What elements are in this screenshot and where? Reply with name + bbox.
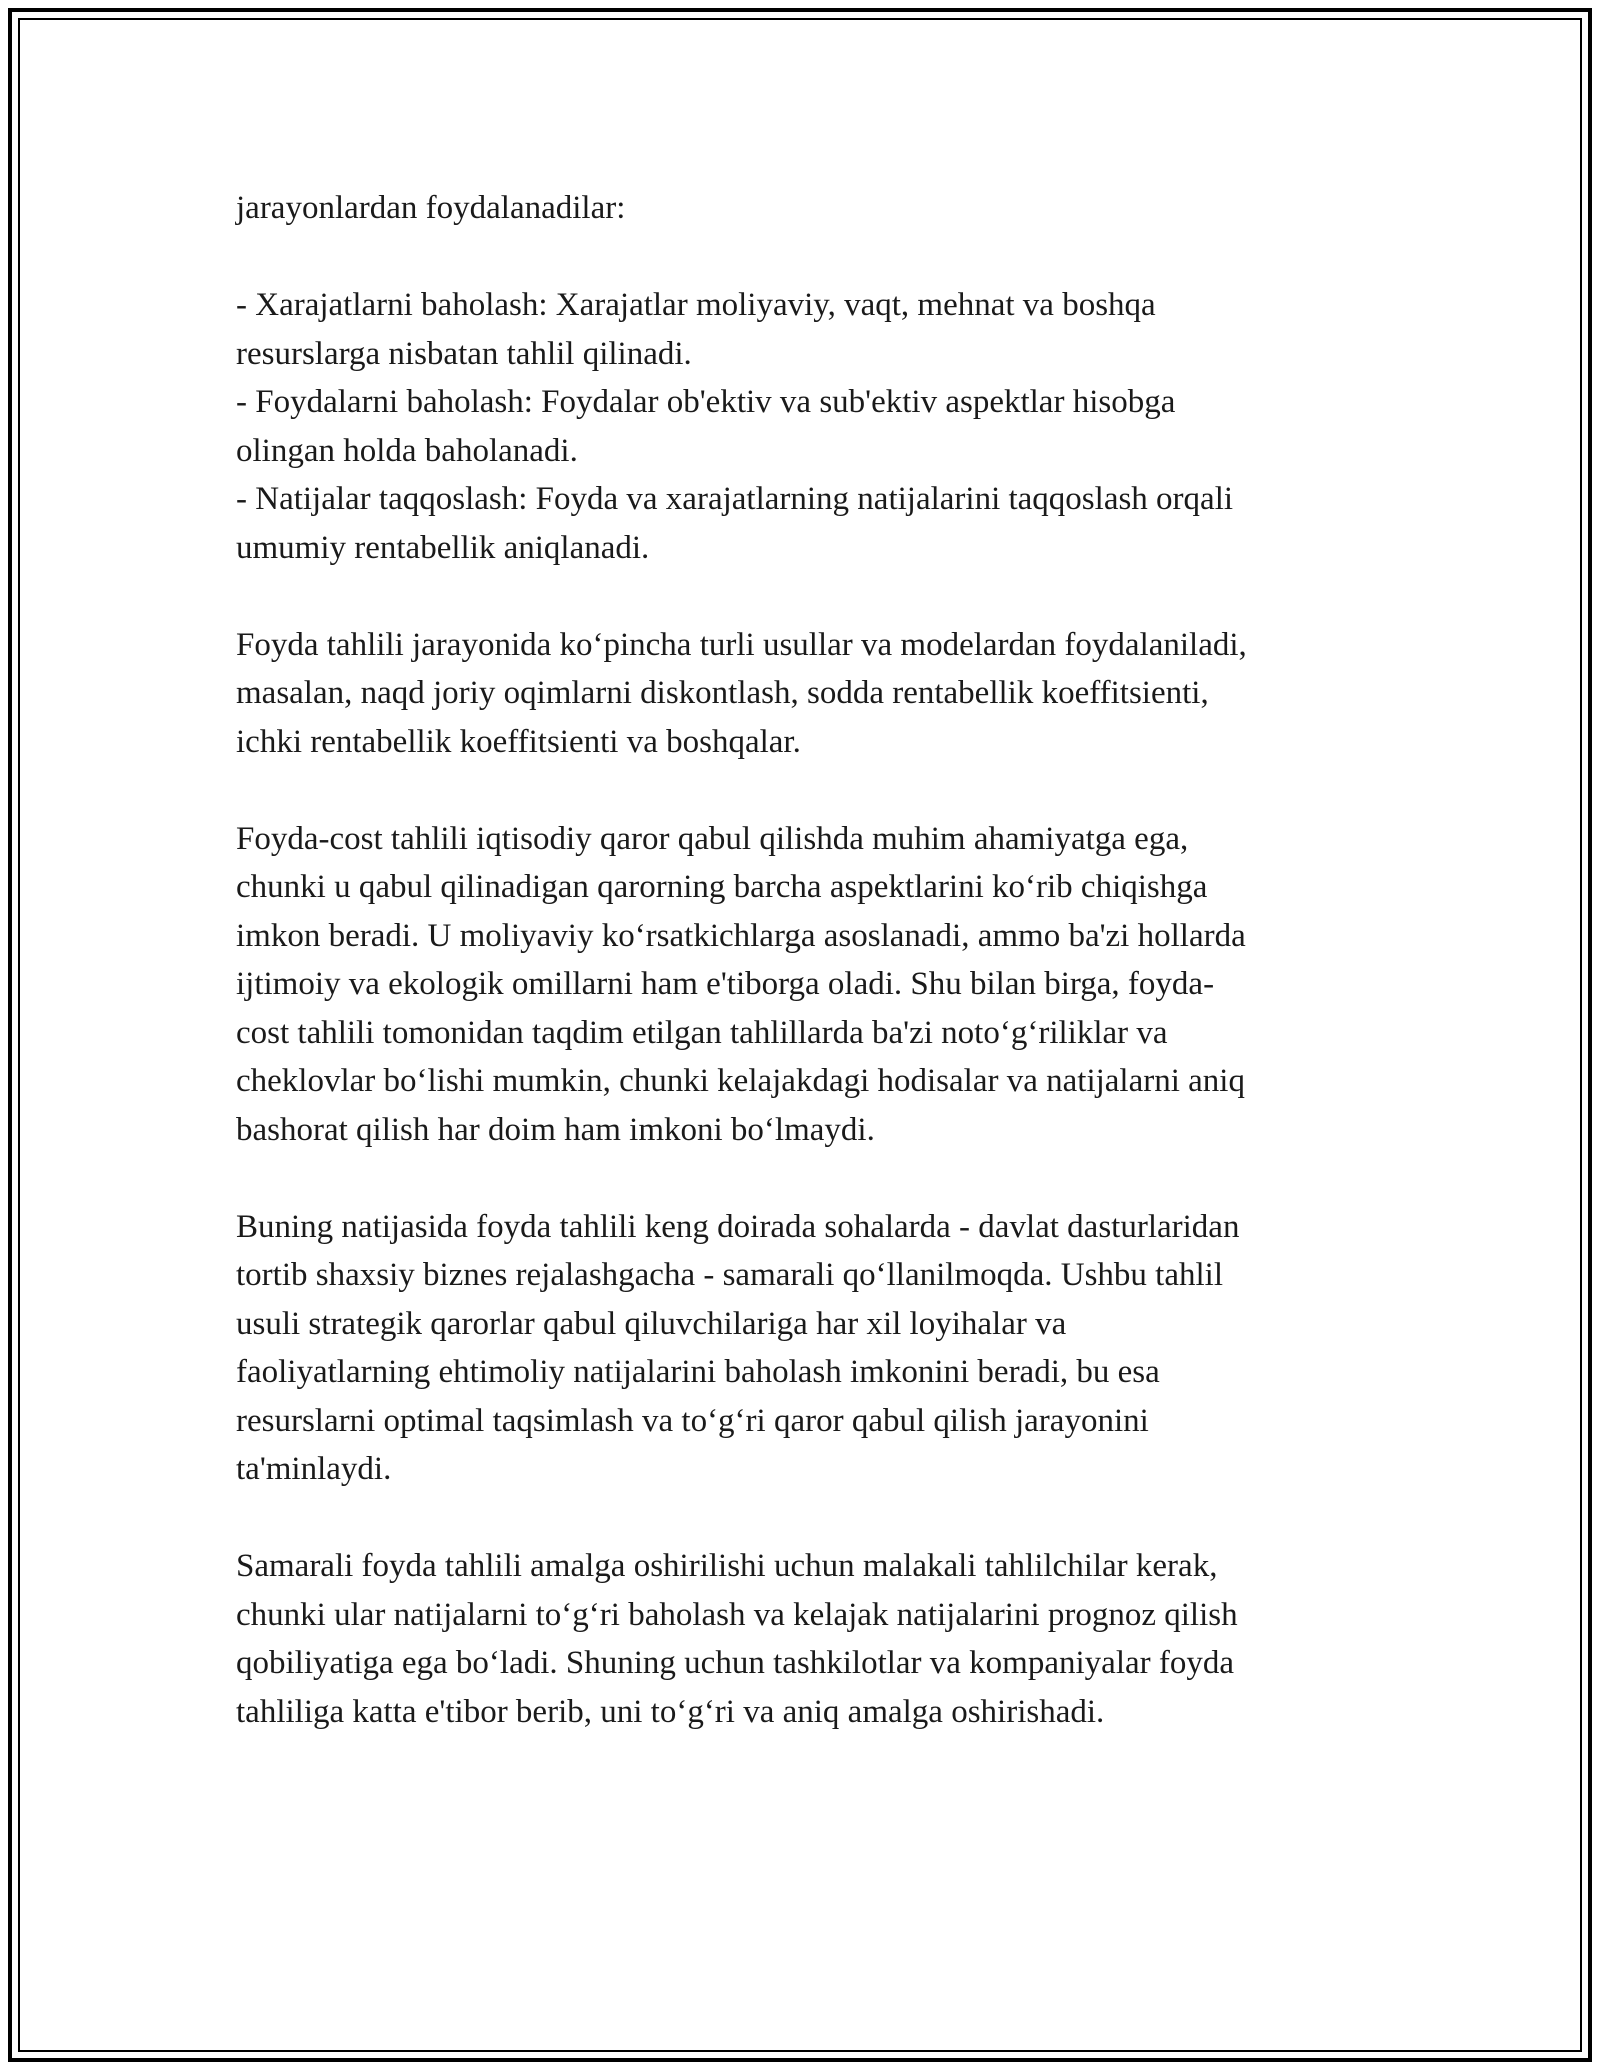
paragraph-intro: jarayonlardan foydalanadilar: [236, 190, 626, 226]
document-body [236, 184, 1376, 1736]
paragraph-methods: Foyda tahlili jarayonida ko‘pincha turli usullar va modelardan foydalaniladi, masalan, naqd joriy oqimlarni diskontlash, sodda rentabellik koeffitsienti, ichki rentabellik koeffitsienti va boshqalar. [236, 626, 1247, 760]
paragraph-evaluation-list: - Xarajatlarni baholash: Xarajatlar moliyaviy, vaqt, mehnat va boshqa resurslarga nisbatan tahlil qilinadi. - Foydalarni baholash: Foydalar ob'ektiv va sub'ektiv aspektlar hisobga olingan holda baholanadi. - Natijalar taqqoslash: Foyda va xarajatlarning natijalarini taqqoslash orqali umumiy rentabellik aniqlanadi. [236, 287, 1234, 566]
paragraph-importance: Foyda-cost tahlili iqtisodiy qaror qabul qilishda muhim ahamiyatga ega, chunki u qabul qilinadigan qarorning barcha aspektlarini ko‘rib chiqishga imkon beradi. U moliyaviy ko‘rsatkichlarga asoslanadi, ammo ba'zi hollarda ijtimoiy va ekologik omillarni ham e'tiborga oladi. Shu bilan birga, foyda- cost tahlili tomonidan taqdim etilgan tahlillarda ba'zi noto‘g‘riliklar va cheklovlar bo‘lishi mumkin, chunki kelajakdagi hodisalar va natijalarni aniq bashorat qilish har doim ham imkoni bo‘lmaydi. [236, 820, 1246, 1148]
paragraph-conclusion: Samarali foyda tahlili amalga oshirilishi uchun malakali tahlilchilar kerak, chunki ular natijalarni to‘g‘ri baholash va kelajak natijalarini prognoz qilish qobiliyatiga ega bo‘ladi. Shuning uchun tashkilotlar va kompaniyalar foyda tahliliga katta e'tibor berib, uni to‘g‘ri va aniq amalga oshirishadi. [236, 1548, 1238, 1730]
paragraph-applications: Buning natijasida foyda tahlili keng doirada sohalarda - davlat dasturlaridan tortib shaxsiy biznes rejalashgacha - samarali qo‘llanilmoqda. Ushbu tahlil usuli strategik qarorlar qabul qiluvchilariga har xil loyihalar va faoliyatlarning ehtimoliy natijalarini baholash imkonini beradi, bu esa resurslarni optimal taqsimlash va to‘g‘ri qaror qabul qilish jarayonini ta'minlaydi. [236, 1208, 1240, 1487]
